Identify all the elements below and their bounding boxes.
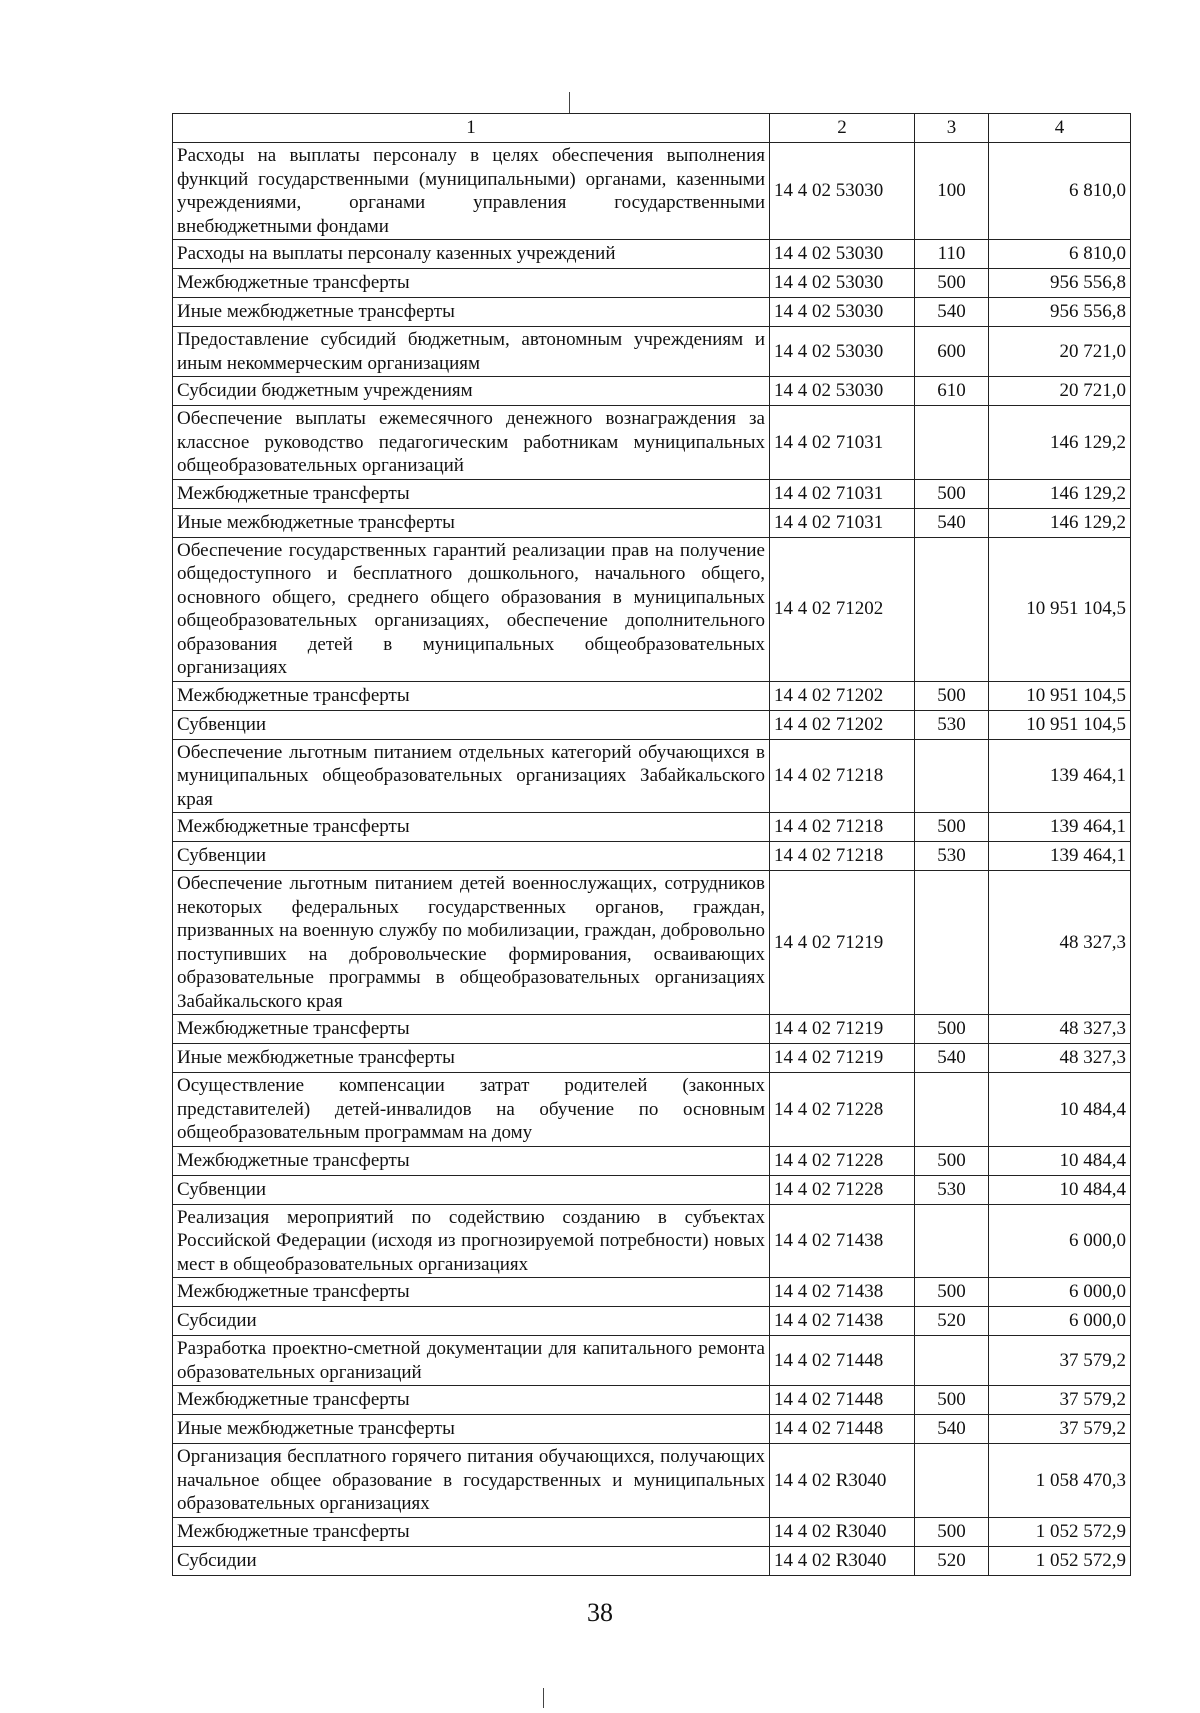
row-amount-cell: 48 327,3	[989, 1015, 1131, 1044]
row-name-cell: Межбюджетные трансферты	[173, 681, 770, 710]
row-code-cell: 14 4 02 71202	[770, 681, 915, 710]
page-number: 38	[587, 1598, 613, 1627]
row-code-cell: 14 4 02 53030	[770, 143, 915, 240]
row-name-cell: Субсидии	[173, 1307, 770, 1336]
row-code-cell: 14 4 02 53030	[770, 377, 915, 406]
table-row	[173, 681, 1131, 710]
row-type-cell	[915, 1336, 989, 1386]
row-code-cell: 14 4 02 R3040	[770, 1444, 915, 1518]
row-type-cell: 530	[915, 1175, 989, 1204]
row-name-cell: Иные межбюджетные трансферты	[173, 298, 770, 327]
table-row	[173, 1015, 1131, 1044]
row-code-cell: 14 4 02 71219	[770, 1044, 915, 1073]
table-row	[173, 377, 1131, 406]
row-name-cell: Организация бесплатного горячего питания обучающихся, получающих начальное общее образование в государственных и муниципальных образовательных организациях	[173, 1444, 770, 1518]
row-amount-cell: 20 721,0	[989, 327, 1131, 377]
row-name-cell: Обеспечение государственных гарантий реализации прав на получение общедоступного и бесплатного дошкольного, начального общего, основного общего, среднего общего образования в муниципальных общеобразовательных организациях, обеспечение дополнительного образования детей в муниципальных общеобразовательных организациях	[173, 537, 770, 681]
row-type-cell: 500	[915, 1015, 989, 1044]
row-type-cell: 610	[915, 377, 989, 406]
table-row	[173, 406, 1131, 480]
row-name-cell: Иные межбюджетные трансферты	[173, 1415, 770, 1444]
row-amount-cell: 6 000,0	[989, 1307, 1131, 1336]
table-header-row	[173, 114, 1131, 143]
row-name-cell: Межбюджетные трансферты	[173, 1278, 770, 1307]
column-header-code: 2	[770, 114, 915, 143]
table-row	[173, 739, 1131, 813]
row-name-cell: Межбюджетные трансферты	[173, 813, 770, 842]
row-type-cell	[915, 537, 989, 681]
table-row	[173, 298, 1131, 327]
row-name-cell: Межбюджетные трансферты	[173, 1015, 770, 1044]
row-amount-cell: 48 327,3	[989, 1044, 1131, 1073]
table-row	[173, 1175, 1131, 1204]
row-code-cell: 14 4 02 53030	[770, 240, 915, 269]
row-code-cell: 14 4 02 71438	[770, 1204, 915, 1278]
row-name-cell: Межбюджетные трансферты	[173, 1146, 770, 1175]
row-amount-cell: 139 464,1	[989, 739, 1131, 813]
row-code-cell: 14 4 02 71228	[770, 1146, 915, 1175]
row-name-cell: Иные межбюджетные трансферты	[173, 1044, 770, 1073]
column-header-type: 3	[915, 114, 989, 143]
table-row	[173, 1278, 1131, 1307]
row-type-cell	[915, 739, 989, 813]
row-code-cell: 14 4 02 71448	[770, 1336, 915, 1386]
row-type-cell: 530	[915, 842, 989, 871]
row-code-cell: 14 4 02 71202	[770, 710, 915, 739]
row-type-cell: 540	[915, 1415, 989, 1444]
row-amount-cell: 37 579,2	[989, 1386, 1131, 1415]
row-code-cell: 14 4 02 71031	[770, 406, 915, 480]
scan-mark-top	[569, 92, 570, 114]
row-type-cell	[915, 1073, 989, 1147]
row-type-cell: 600	[915, 327, 989, 377]
row-name-cell: Разработка проектно-сметной документации для капитального ремонта образовательных организаций	[173, 1336, 770, 1386]
row-type-cell: 100	[915, 143, 989, 240]
row-code-cell: 14 4 02 71031	[770, 508, 915, 537]
row-code-cell: 14 4 02 71228	[770, 1175, 915, 1204]
row-name-cell: Субвенции	[173, 710, 770, 739]
row-type-cell: 500	[915, 813, 989, 842]
row-code-cell: 14 4 02 71228	[770, 1073, 915, 1147]
row-amount-cell: 6 810,0	[989, 240, 1131, 269]
row-type-cell: 540	[915, 1044, 989, 1073]
row-code-cell: 14 4 02 R3040	[770, 1546, 915, 1575]
row-name-cell: Обеспечение льготным питанием отдельных категорий обучающихся в муниципальных общеобразовательных организациях Забайкальского края	[173, 739, 770, 813]
table-row	[173, 813, 1131, 842]
row-code-cell: 14 4 02 71448	[770, 1415, 915, 1444]
row-type-cell: 500	[915, 1146, 989, 1175]
row-name-cell: Субсидии бюджетным учреждениям	[173, 377, 770, 406]
budget-table	[172, 113, 1131, 1576]
row-code-cell: 14 4 02 71219	[770, 1015, 915, 1044]
table-body	[173, 143, 1131, 1576]
row-name-cell: Расходы на выплаты персоналу казенных учреждений	[173, 240, 770, 269]
row-code-cell: 14 4 02 53030	[770, 327, 915, 377]
row-amount-cell: 1 052 572,9	[989, 1546, 1131, 1575]
row-amount-cell: 10 484,4	[989, 1073, 1131, 1147]
row-code-cell: 14 4 02 71031	[770, 479, 915, 508]
table-row	[173, 1073, 1131, 1147]
table-row	[173, 327, 1131, 377]
row-code-cell: 14 4 02 53030	[770, 298, 915, 327]
row-name-cell: Обеспечение льготным питанием детей военнослужащих, сотрудников некоторых федеральных государственных органов, граждан, призванных на военную службу по мобилизации, граждан, добровольно поступивших на добровольческие формирования, осваивающих образовательные программы в общеобразовательных организациях Забайкальского края	[173, 871, 770, 1015]
table-row	[173, 1546, 1131, 1575]
row-amount-cell: 10 951 104,5	[989, 537, 1131, 681]
table-row	[173, 537, 1131, 681]
table-row	[173, 710, 1131, 739]
row-type-cell	[915, 871, 989, 1015]
row-amount-cell: 956 556,8	[989, 269, 1131, 298]
row-type-cell: 500	[915, 479, 989, 508]
row-amount-cell: 146 129,2	[989, 508, 1131, 537]
row-amount-cell: 10 484,4	[989, 1146, 1131, 1175]
row-amount-cell: 37 579,2	[989, 1336, 1131, 1386]
row-amount-cell: 20 721,0	[989, 377, 1131, 406]
row-name-cell: Реализация мероприятий по содействию созданию в субъектах Российской Федерации (исходя из прогнозируемой потребности) новых мест в общеобразовательных организациях	[173, 1204, 770, 1278]
scan-mark-bottom	[543, 1688, 544, 1708]
row-name-cell: Расходы на выплаты персоналу в целях обеспечения выполнения функций государственными (муниципальными) органами, казенными учреждениями, органами управления государственными внебюджетными фондами	[173, 143, 770, 240]
table-row	[173, 143, 1131, 240]
row-type-cell	[915, 1444, 989, 1518]
table-row	[173, 1204, 1131, 1278]
row-amount-cell: 139 464,1	[989, 813, 1131, 842]
table-row	[173, 269, 1131, 298]
row-amount-cell: 10 484,4	[989, 1175, 1131, 1204]
row-name-cell: Субсидии	[173, 1546, 770, 1575]
row-amount-cell: 956 556,8	[989, 298, 1131, 327]
row-type-cell: 530	[915, 710, 989, 739]
table-row	[173, 1517, 1131, 1546]
row-name-cell: Осуществление компенсации затрат родителей (законных представителей) детей-инвалидов на обучение по основным общеобразовательным программам на дому	[173, 1073, 770, 1147]
row-name-cell: Обеспечение выплаты ежемесячного денежного вознаграждения за классное руководство педагогическим работникам муниципальных общеобразовательных организаций	[173, 406, 770, 480]
row-amount-cell: 10 951 104,5	[989, 681, 1131, 710]
row-code-cell: 14 4 02 53030	[770, 269, 915, 298]
row-name-cell: Межбюджетные трансферты	[173, 1386, 770, 1415]
column-header-amount: 4	[989, 114, 1131, 143]
row-name-cell: Межбюджетные трансферты	[173, 269, 770, 298]
row-amount-cell: 10 951 104,5	[989, 710, 1131, 739]
row-name-cell: Межбюджетные трансферты	[173, 479, 770, 508]
row-amount-cell: 6 810,0	[989, 143, 1131, 240]
row-code-cell: 14 4 02 71218	[770, 813, 915, 842]
table-row	[173, 1336, 1131, 1386]
row-type-cell: 500	[915, 269, 989, 298]
table-row	[173, 1146, 1131, 1175]
row-code-cell: 14 4 02 71438	[770, 1307, 915, 1336]
table-row	[173, 240, 1131, 269]
row-amount-cell: 1 058 470,3	[989, 1444, 1131, 1518]
row-code-cell: 14 4 02 71218	[770, 842, 915, 871]
row-type-cell: 500	[915, 681, 989, 710]
row-type-cell: 500	[915, 1517, 989, 1546]
row-amount-cell: 37 579,2	[989, 1415, 1131, 1444]
row-name-cell: Субвенции	[173, 1175, 770, 1204]
row-type-cell: 500	[915, 1386, 989, 1415]
row-type-cell: 540	[915, 508, 989, 537]
row-type-cell	[915, 1204, 989, 1278]
column-header-name: 1	[173, 114, 770, 143]
row-type-cell: 500	[915, 1278, 989, 1307]
row-code-cell: 14 4 02 71448	[770, 1386, 915, 1415]
row-type-cell: 540	[915, 298, 989, 327]
row-type-cell: 520	[915, 1307, 989, 1336]
row-code-cell: 14 4 02 71202	[770, 537, 915, 681]
table-row	[173, 508, 1131, 537]
table-row	[173, 1307, 1131, 1336]
table-row	[173, 1386, 1131, 1415]
row-amount-cell: 146 129,2	[989, 406, 1131, 480]
table-row	[173, 871, 1131, 1015]
row-amount-cell: 48 327,3	[989, 871, 1131, 1015]
row-name-cell: Предоставление субсидий бюджетным, автономным учреждениям и иным некоммерческим организациям	[173, 327, 770, 377]
row-type-cell: 110	[915, 240, 989, 269]
row-amount-cell: 1 052 572,9	[989, 1517, 1131, 1546]
row-name-cell: Иные межбюджетные трансферты	[173, 508, 770, 537]
row-type-cell	[915, 406, 989, 480]
row-code-cell: 14 4 02 R3040	[770, 1517, 915, 1546]
row-amount-cell: 6 000,0	[989, 1278, 1131, 1307]
table-row	[173, 479, 1131, 508]
row-code-cell: 14 4 02 71438	[770, 1278, 915, 1307]
table-row	[173, 842, 1131, 871]
row-code-cell: 14 4 02 71218	[770, 739, 915, 813]
row-amount-cell: 146 129,2	[989, 479, 1131, 508]
row-name-cell: Субвенции	[173, 842, 770, 871]
row-amount-cell: 139 464,1	[989, 842, 1131, 871]
row-type-cell: 520	[915, 1546, 989, 1575]
table-row	[173, 1415, 1131, 1444]
table-row	[173, 1444, 1131, 1518]
row-amount-cell: 6 000,0	[989, 1204, 1131, 1278]
row-name-cell: Межбюджетные трансферты	[173, 1517, 770, 1546]
row-code-cell: 14 4 02 71219	[770, 871, 915, 1015]
table-row	[173, 1044, 1131, 1073]
